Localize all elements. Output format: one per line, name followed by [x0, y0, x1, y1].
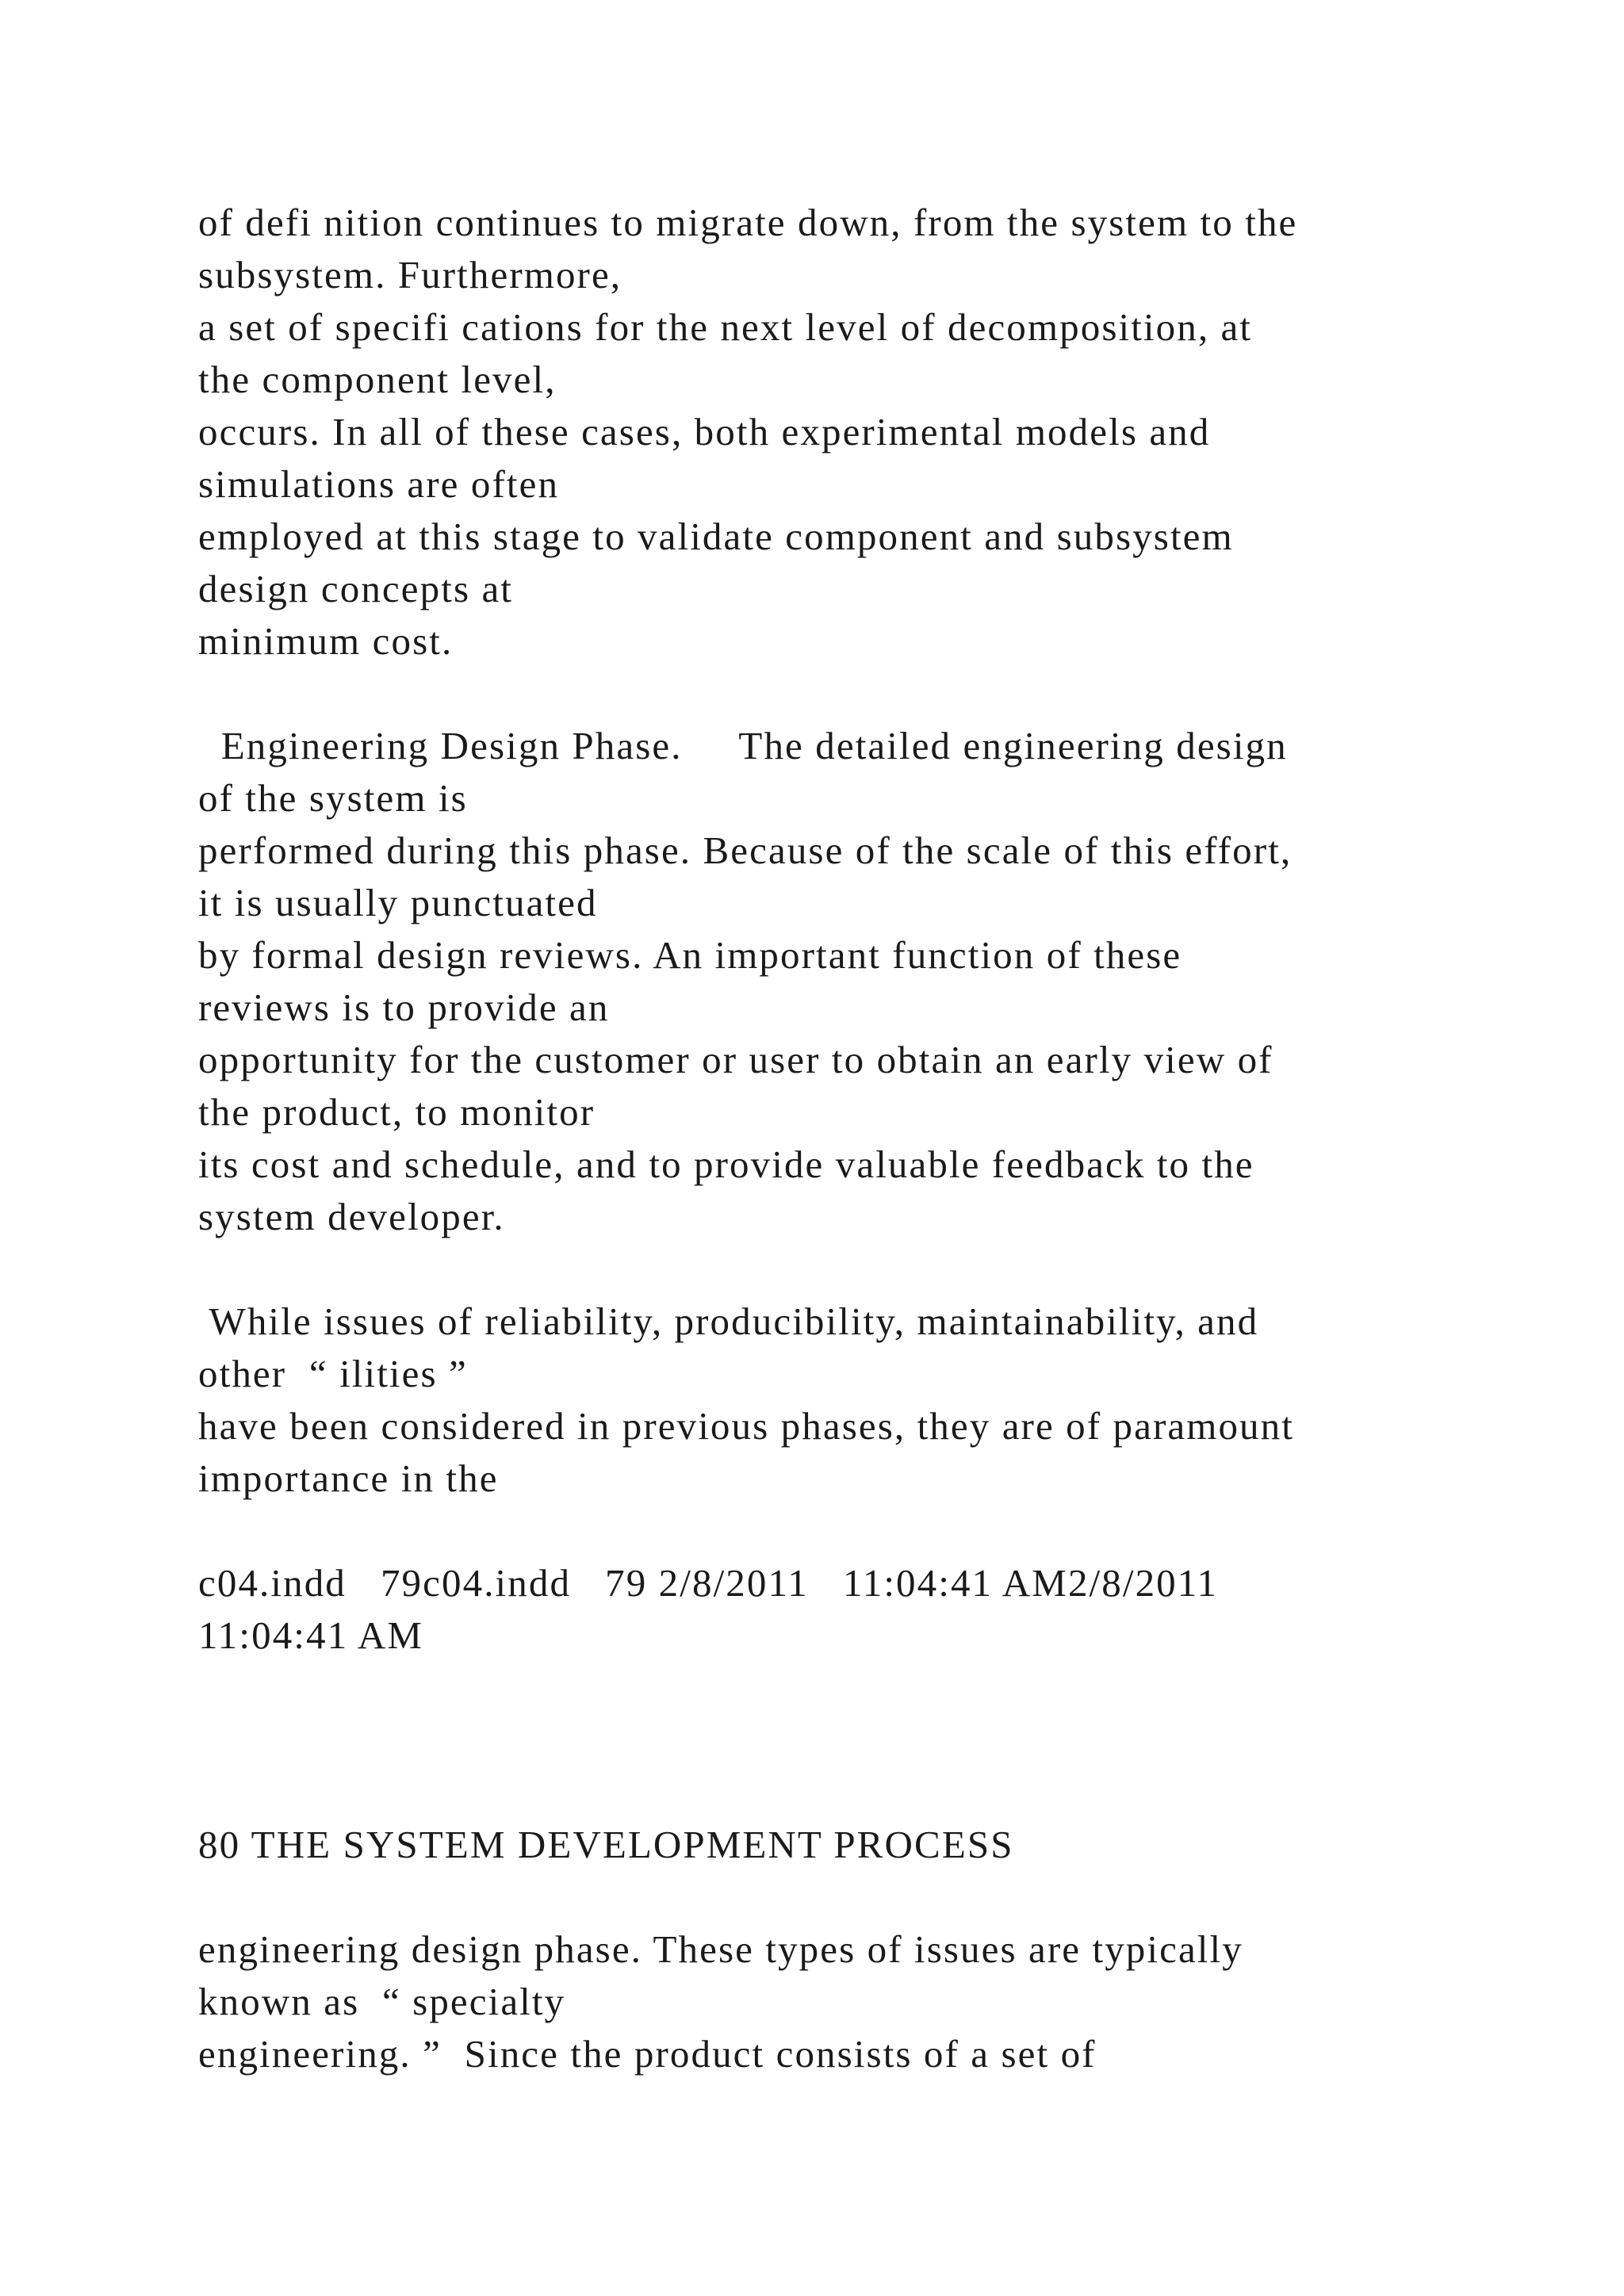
text-line: known as “ specialty — [198, 1980, 566, 2023]
running-header: 80 THE SYSTEM DEVELOPMENT PROCESS — [198, 1823, 1014, 1866]
text-line: performed during this phase. Because of the scale of this effort, — [198, 828, 1293, 872]
text-line: the component level, — [198, 358, 557, 401]
text-line: the product, to monitor — [198, 1090, 596, 1134]
text-line: opportunity for the customer or user to obtain an early view of — [198, 1038, 1274, 1081]
text-line: have been considered in previous phases, they are of paramount — [198, 1404, 1294, 1448]
text-line: of the system is — [198, 776, 468, 820]
text-line: of defi nition continues to migrate down, from the system to the — [198, 201, 1298, 244]
text-line: occurs. In all of these cases, both experimental models and — [198, 410, 1211, 453]
text-line: engineering. ” Since the product consists of a set of — [198, 2032, 1097, 2076]
text-line: Engineering Design Phase. The detailed engineering design — [198, 724, 1288, 767]
text-line: design concepts at — [198, 567, 514, 610]
text-line: employed at this stage to validate component and subsystem — [198, 515, 1234, 558]
text-line: While issues of reliability, producibility, maintainability, and — [198, 1299, 1259, 1343]
text-line: it is usually punctuated — [198, 881, 598, 924]
text-line: its cost and schedule, and to provide valuable feedback to the — [198, 1142, 1254, 1186]
print-slug-line: 11:04:41 AM — [198, 1613, 424, 1657]
text-line: importance in the — [198, 1456, 499, 1500]
text-line: other “ ilities ” — [198, 1352, 468, 1395]
text-line: by formal design reviews. An important function of these — [198, 933, 1182, 977]
text-line: minimum cost. — [198, 619, 454, 663]
text-line: subsystem. Furthermore, — [198, 253, 622, 297]
text-line: engineering design phase. These types of issues are typically — [198, 1927, 1243, 1971]
print-slug-line: c04.indd 79c04.indd 79 2/8/2011 11:04:41 AM2/8/2011 — [198, 1561, 1219, 1605]
text-line: a set of specifi cations for the next level of decomposition, at — [198, 305, 1253, 349]
text-line: system developer. — [198, 1195, 505, 1238]
text-line: simulations are often — [198, 462, 560, 506]
text-line: reviews is to provide an — [198, 985, 610, 1029]
